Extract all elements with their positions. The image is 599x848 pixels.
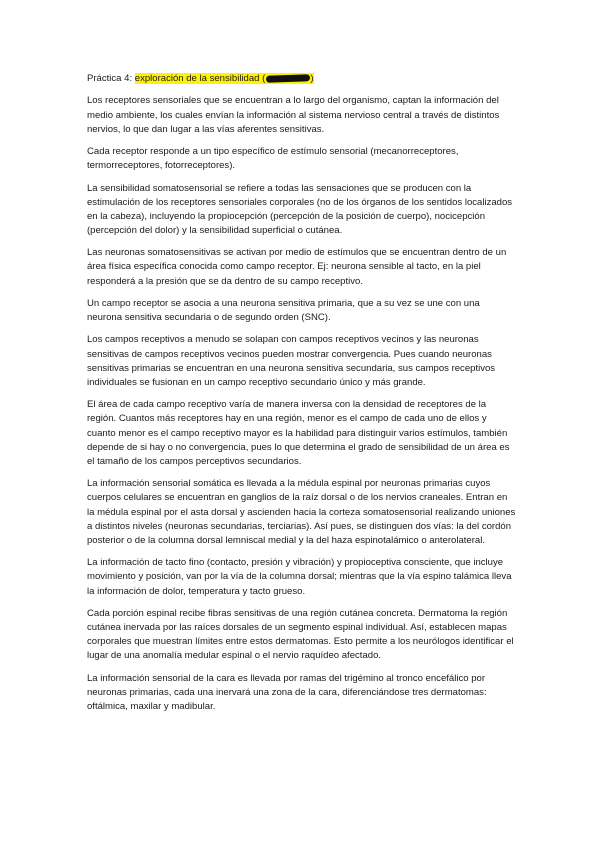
title-close-paren: ) [310,73,314,84]
document-body [87,72,517,722]
paragraph-7: El área de cada campo receptivo varía de manera inversa con la densidad de receptores de la región. Cuantos más receptores hay en una región, menor es el campo de cada uno de ellos y cuanto menor es el campo receptivo mayor es la habilidad para distinguir varios estímulos, también depende de si hay o no convergencia, pues lo que determina el grado de sensibilidad de un área es el tamaño de los campos perceptivos secundarios. [87,399,510,467]
redaction-mark [266,74,310,83]
paragraph-4: Las neuronas somatosensitivas se activan por medio de estímulos que se encuentran dentro de un área física específica conocida como campo receptor. Ej: neurona sensible al tacto, en la piel responderá a la presión que se da dentro de su campo receptivo. [87,247,507,287]
paragraph-9: La información de tacto fino (contacto, presión y vibración) y propioceptiva consciente, que incluye movimiento y posición, van por la vía de la columna dorsal; mientras que la vía espino talámica lleva la información de dolor, temperatura y tacto grueso. [87,557,512,597]
title-prefix: Práctica 4: [87,73,135,84]
paragraph-10: Cada porción espinal recibe fibras sensitivas de una región cutánea concreta. Dermatoma la región cutánea inervada por las raíces dorsales de un segmento espinal individual. Así, establecen mapas corporales que muestran límites entre estos dermatomas. Esto permite a los neurólogos identificar el lugar de una anomalía medular espinal o el nervio raquídeo afectado. [87,607,514,662]
paragraph-8: La información sensorial somática es llevada a la médula espinal por neuronas primarias cuyos cuerpos celulares se encuentran en ganglios de la raíz dorsal o de los nervios craneales. Entran en la médula espinal por el asta dorsal y ascienden hacia la corteza somatosensorial realizando uniones a distintos niveles (neuronas secundarias, terciarias). Así pues, se distinguen dos vías: la del cordón posterior o de la columna dorsal lemniscal medial y la del haza espinotalámico o anterolateral. [87,478,516,546]
paragraph-11: La información sensorial de la cara es llevada por ramas del trigémino al tronco encefálico por neuronas primarias, cada una inervará una zona de la cara, diferenciándose tres dermatomas: oftálmica, maxilar y madibular. [87,672,487,712]
title-highlight [135,73,314,84]
paragraph-2: Cada receptor responde a un tipo específico de estímulo sensorial (mecanorreceptores, termorreceptores, fotorreceptores). [87,146,459,172]
title-highlight-text: exploración de la sensibilidad ( [134,73,266,84]
document-title [87,72,517,86]
paragraph-6: Los campos receptivos a menudo se solapan con campos receptivos vecinos y las neuronas sensitivas de campos receptivos vecinos pueden mostrar convergencia. Pues cuando neuronas sensitivas primarias se encuentran en una neurona sensitiva secundaria, sus campos receptivos individuales se fusionan en un campo receptivo secundario único y más grande. [87,334,496,388]
paragraph-1: Los receptores sensoriales que se encuentran a lo largo del organismo, captan la información del medio ambiente, los cuales envían la información al sistema nervioso central a través de distintos nervios, lo que dan lugar a las vías aferentes sensitivas. [87,95,500,135]
paragraph-5: Un campo receptor se asocia a una neurona sensitiva primaria, que a su vez se une con una neurona sensitiva secundaria o de segundo orden (SNC). [87,297,480,324]
paragraph-3: La sensibilidad somatosensorial se refiere a todas las sensaciones que se producen con la estimulación de los receptores sensoriales corporales (no de los órganos de los sentidos localizados en la cabeza), incluyendo la propiocepción (percepción de la posición de cuerpo), nocicepción (percepción del dolor) y la sensibilidad superficial o cutánea. [87,182,513,236]
